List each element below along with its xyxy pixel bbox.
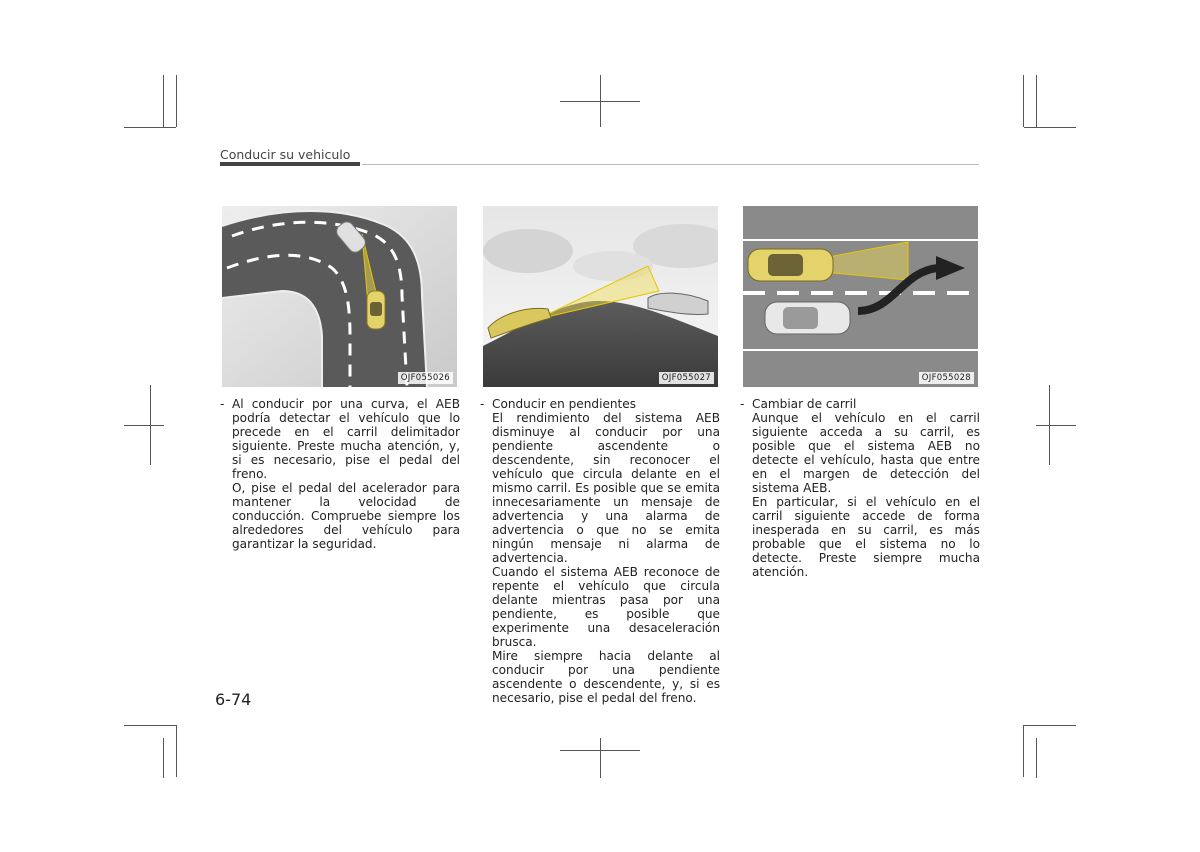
- paragraph: Aunque el vehículo en el carril siguiente acceda a su carril, es posible que el sistema AEB no detecte el vehículo, hasta que entre en el margen de detección del sistema AEB.: [752, 411, 980, 495]
- header-rule-light: [362, 164, 979, 165]
- paragraph: Al conducir por una curva, el AEB podría detectar el vehículo que lo precede en el carril delimitador siguiente. Preste mucha atención, y, si es necesario, pise el pedal del freno.: [232, 397, 460, 481]
- text-column-lane-change: [740, 397, 980, 579]
- list-item: [220, 397, 460, 551]
- section-title: Conducir su vehiculo: [220, 147, 351, 162]
- bullet-dash: -: [220, 397, 225, 411]
- car-on-curve-illustration: [222, 206, 457, 387]
- car-changing-lane-illustration: [743, 206, 978, 387]
- paragraph: En particular, si el vehículo en el carril siguiente accede de forma inesperada en su carril, es más probable que el sistema no lo detecte. Preste siempre mucha atención.: [752, 495, 980, 579]
- car-on-slope-illustration: [483, 206, 718, 387]
- paragraph: Mire siempre hacia delante al conducir por una pendiente ascendente o descendente, y, si es necesario, pise el pedal del freno.: [492, 649, 720, 705]
- list-item: [480, 397, 720, 705]
- page-number: 6-74: [215, 690, 252, 709]
- text-column-curve: [220, 397, 460, 551]
- figure-code: OJF055026: [398, 372, 453, 384]
- item-heading: Cambiar de carril: [752, 397, 857, 411]
- paragraph: Cuando el sistema AEB reconoce de repente el vehículo que circula delante mientras pasa por una pendiente, es posible que experimente una desaceleración brusca.: [492, 565, 720, 649]
- paragraph: El rendimiento del sistema AEB disminuye al conducir por una pendiente ascendente o descendente, sin reconocer el vehículo que circula delante en el mismo carril. Es posible que se emita innecesariamente un mensaje de advertencia y una alarma de advertencia o que no se emita ningún mensaje ni alarma de advertencia.: [492, 411, 720, 565]
- figure-curve: [222, 206, 457, 387]
- figure-code: OJF055027: [659, 372, 714, 384]
- figure-lane-change: [743, 206, 978, 387]
- figure-slope: [483, 206, 718, 387]
- item-heading: Conducir en pendientes: [492, 397, 637, 411]
- list-item: [740, 397, 980, 579]
- bullet-dash: -: [740, 397, 745, 411]
- figure-code: OJF055028: [919, 372, 974, 384]
- header-rule: [220, 162, 360, 166]
- paragraph: O, pise el pedal del acelerador para mantener la velocidad de conducción. Compruebe siempre los alrededores del vehículo para garantizar la seguridad.: [232, 481, 460, 551]
- text-column-slope: [480, 397, 720, 705]
- bullet-dash: -: [480, 397, 485, 411]
